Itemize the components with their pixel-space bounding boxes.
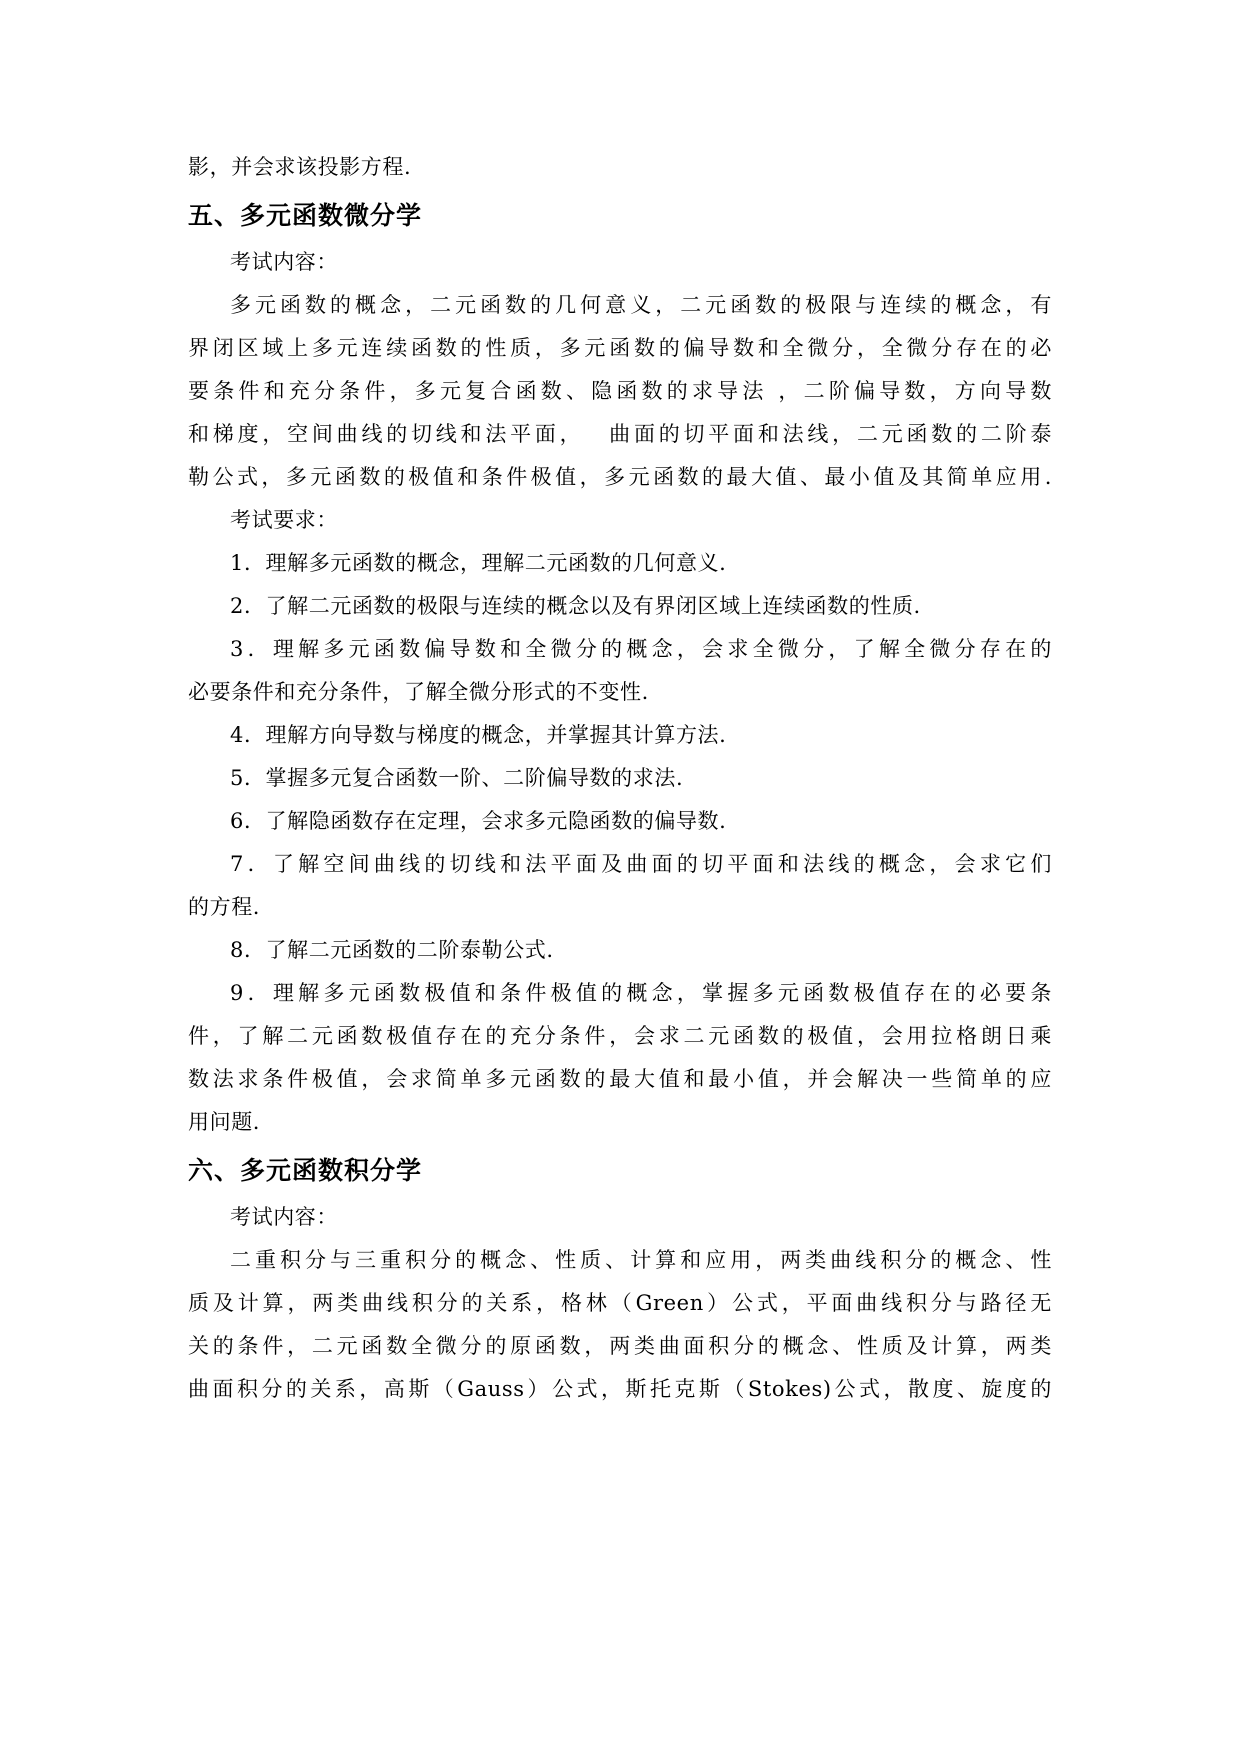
requirement-item-7-cont: 的方程. xyxy=(188,895,261,919)
paragraph-line: 关的条件，二元函数全微分的原函数，两类曲面积分的概念、性质及计算，两类 xyxy=(188,1334,1052,1358)
requirement-item-5: 5．掌握多元复合函数一阶、二阶偏导数的求法. xyxy=(230,766,684,790)
paragraph-line: 多元函数的概念，二元函数的几何意义，二元函数的极限与连续的概念，有 xyxy=(230,293,1052,317)
requirements-label: 考试要求： xyxy=(230,508,338,532)
paragraph-line: 要条件和充分条件，多元复合函数、隐函数的求导法 ，二阶偏导数，方向导数 xyxy=(188,379,1052,403)
leading-line: 影，并会求该投影方程. xyxy=(188,155,412,179)
requirement-item-2: 2．了解二元函数的极限与连续的概念以及有界闭区域上连续函数的性质. xyxy=(230,594,921,618)
requirement-item-9-cont: 用问题. xyxy=(188,1110,261,1134)
requirement-item-7: 7．了解空间曲线的切线和法平面及曲面的切平面和法线的概念，会求它们 xyxy=(230,852,1052,876)
content-label: 考试内容： xyxy=(230,1205,338,1229)
paragraph-line: 质及计算，两类曲线积分的关系，格林（Green）公式，平面曲线积分与路径无 xyxy=(188,1291,1052,1315)
content-label: 考试内容： xyxy=(230,250,338,274)
paragraph-line: 界闭区域上多元连续函数的性质，多元函数的偏导数和全微分，全微分存在的必 xyxy=(188,336,1052,360)
requirement-item-9-cont: 数法求条件极值，会求简单多元函数的最大值和最小值，并会解决一些简单的应 xyxy=(188,1067,1052,1091)
page-content xyxy=(188,146,1052,1411)
section-heading-5: 五、多元函数微分学 xyxy=(188,201,423,230)
paragraph-line: 和梯度，空间曲线的切线和法平面， 曲面的切平面和法线，二元函数的二阶泰 xyxy=(188,422,1052,446)
requirement-item-1: 1．理解多元函数的概念，理解二元函数的几何意义. xyxy=(230,551,727,575)
requirement-item-9-cont: 件，了解二元函数极值存在的充分条件，会求二元函数的极值，会用拉格朗日乘 xyxy=(188,1024,1052,1048)
paragraph-line: 二重积分与三重积分的概念、性质、计算和应用，两类曲线积分的概念、性 xyxy=(230,1248,1052,1272)
requirement-item-3: 3．理解多元函数偏导数和全微分的概念，会求全微分，了解全微分存在的 xyxy=(230,637,1052,661)
paragraph-line: 勒公式，多元函数的极值和条件极值，多元函数的最大值、最小值及其简单应用. xyxy=(188,465,1052,489)
requirement-item-3-cont: 必要条件和充分条件，了解全微分形式的不变性. xyxy=(188,680,649,704)
requirement-item-9: 9．理解多元函数极值和条件极值的概念，掌握多元函数极值存在的必要条 xyxy=(230,981,1052,1005)
requirement-item-6: 6．了解隐函数存在定理，会求多元隐函数的偏导数. xyxy=(230,809,727,833)
requirement-item-8: 8．了解二元函数的二阶泰勒公式. xyxy=(230,938,554,962)
requirement-item-4: 4．理解方向导数与梯度的概念，并掌握其计算方法. xyxy=(230,723,727,747)
section-heading-6: 六、多元函数积分学 xyxy=(188,1156,423,1185)
paragraph-line: 曲面积分的关系，高斯（Gauss）公式，斯托克斯（Stokes)公式，散度、旋度的 xyxy=(188,1377,1052,1401)
